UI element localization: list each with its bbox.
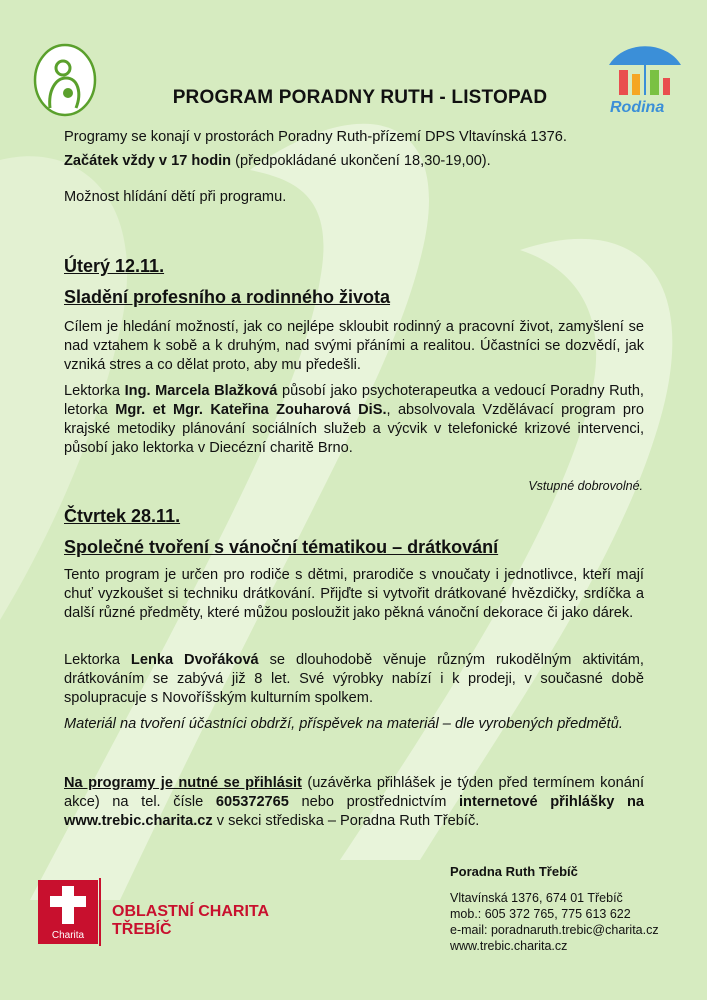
end-time-text: (předpokládané ukončení 18,30-19,00). (231, 153, 491, 169)
signup-text: nebo prostřednictvím (288, 794, 459, 810)
signup-text: (uzávěrka přihlášek je týden před termínem konání akce) na tel. čísle (64, 775, 644, 810)
event-2-lecturer (64, 651, 644, 708)
event-2-date: Čtvrtek 28.11. (64, 506, 181, 526)
intro-childcare: Možnost hlídání dětí při programu. (64, 189, 287, 205)
lecturer-name: Lenka Dvořáková (130, 652, 259, 668)
contact-block (450, 864, 659, 954)
charita-org-name (112, 903, 269, 939)
signup-lead: Na programy je nutné se přihlásit (64, 775, 302, 791)
signup-info (64, 774, 644, 831)
contact-title: Poradna Ruth Třebíč (450, 864, 578, 879)
rodina-logo (604, 40, 686, 120)
event-2-material-note: Materiál na tvoření účastníci obdrží, příspěvek na materiál – dle vyrobených předmětů. (64, 716, 623, 732)
event-1-date: Úterý 12.11. (64, 256, 165, 276)
intro-start-time (64, 152, 644, 171)
lect-text: , absolvovala Vzdělávací program pro krajské metodiky plánování sociálních služeb a výcvik v telefonické krizové intervenci, působí jako lektorka v Diecézní charitě Brno. (64, 402, 644, 456)
contact-phone[interactable]: mob.: 605 372 765, 775 613 622 (450, 907, 631, 921)
rodina-logo-text: Rodina (610, 99, 665, 116)
signup-phone[interactable]: 605372765 (215, 794, 289, 810)
lect-text: Lektorka (64, 383, 125, 399)
signup-online-link[interactable]: internetové přihlášky na www.trebic.charita.cz (64, 794, 644, 829)
intro-location: Programy se konají v prostorách Poradny Ruth-přízemí DPS Vltavínská 1376. (64, 129, 567, 145)
event-1-lecturers (64, 382, 644, 458)
lecturer-name: Mgr. et Mgr. Kateřina Zouharová DiS. (115, 402, 387, 418)
event-1-description: Cílem je hledání možností, jak co nejlépe skloubit rodinný a pracovní život, zamyšlení se nad vztahem k sobě a k druhým, nad svými přáními a realitou. Účastníci se dozvědí, jak vzniká stres a co dělat proto, aby mu předešli. (64, 319, 644, 373)
contact-web[interactable]: www.trebic.charita.cz (450, 939, 568, 953)
contact-email[interactable]: e-mail: poradnaruth.trebic@charita.cz (450, 923, 659, 937)
event-2-title: Společné tvoření s vánoční tématikou – drátkování (64, 537, 499, 557)
signup-text: v sekci střediska – Poradna Ruth Třebíč. (212, 813, 480, 829)
footer-divider (99, 878, 101, 946)
start-time-bold: Začátek vždy v 17 hodin (64, 153, 232, 169)
org-name-line2: TŘEBÍČ (112, 921, 172, 938)
charita-logo-text: Charita (51, 930, 85, 941)
charita-cross-logo (38, 880, 98, 944)
event-1-title: Sladění profesního a rodinného života (64, 287, 391, 307)
event-1-entry-fee: Vstupné dobrovolné. (528, 479, 643, 493)
org-name-line1: OBLASTNÍ CHARITA (112, 903, 270, 920)
lect-text: působí jako psychoterapeutka a vedoucí Poradny Ruth, letorka (64, 383, 644, 418)
contact-address: Vltavínská 1376, 674 01 Třebíč (450, 891, 623, 905)
lecturer-name: Ing. Marcela Blažková (124, 383, 278, 399)
lect-text: Lektorka (64, 652, 131, 668)
lect-text: se dlouhodobě věnuje různým rukodělným aktivitám, drátkováním se zabývá již 8 let. Své výrobky nabízí i k prodeji, v současné době spolupracuje s Novoříšským kulturním spolkem. (64, 652, 644, 706)
event-2-description: Tento program je určen pro rodiče s dětmi, prarodiče s vnoučaty i jednotlivce, kteří mají chuť vyzkoušet si techniku drátkování. Přijďte si vytvořit drátkované hvězdičky, srdíčka a další různé předměty, které můžou posloužit jako pěkná vánoční dekorace či jako dárek. (64, 567, 644, 621)
poradna-ruth-logo (30, 38, 100, 118)
page-title: PROGRAM PORADNY RUTH - LISTOPAD (172, 87, 548, 108)
